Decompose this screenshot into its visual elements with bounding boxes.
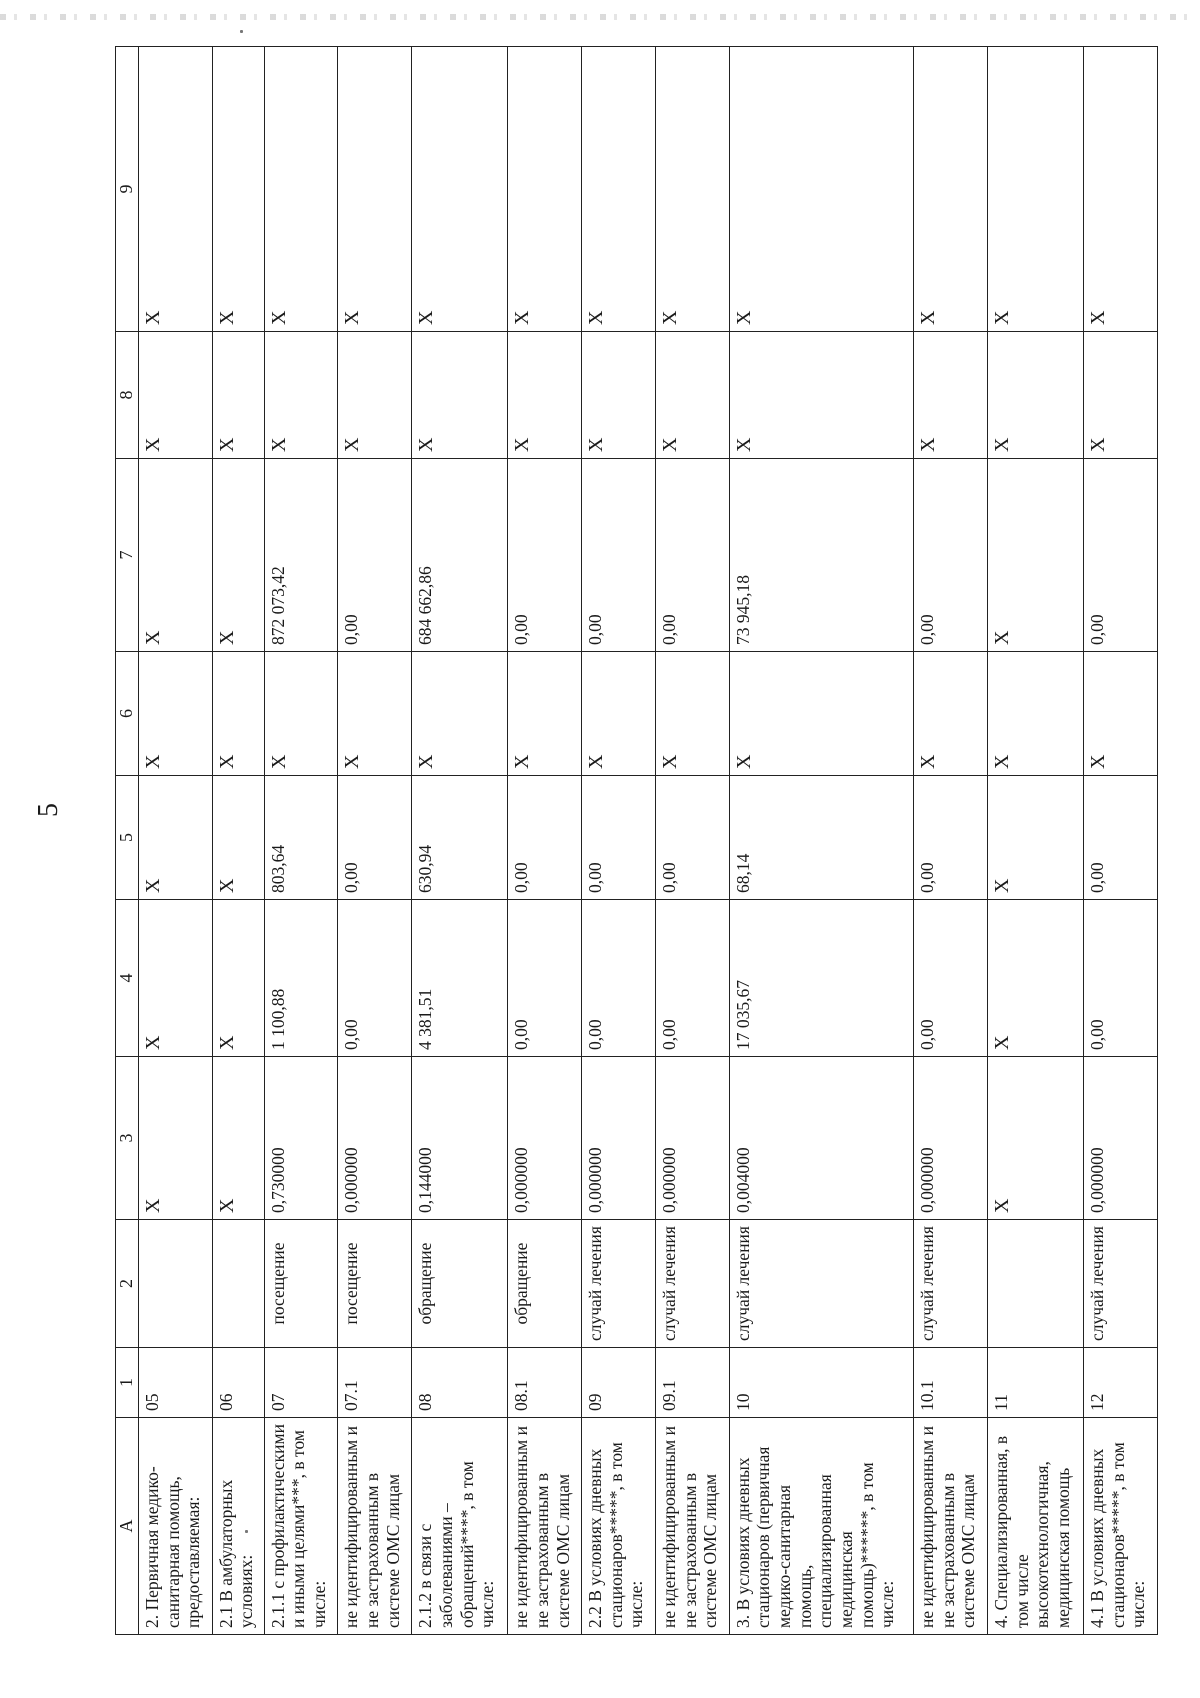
row-value-col4: 4 381,51: [412, 900, 508, 1057]
row-description: не идентифицированным и не застрахованным в системе ОМС лицам: [914, 1418, 988, 1635]
row-unit: [988, 1220, 1084, 1348]
row-value-col6: X: [655, 652, 729, 776]
row-value-col5: 0,00: [1084, 776, 1158, 900]
row-value-col7: 0,00: [582, 459, 656, 652]
row-value-col5: X: [988, 776, 1084, 900]
volume-cost-table: [115, 46, 1158, 1635]
row-value-col9: X: [988, 47, 1084, 332]
row-value-col6: X: [988, 652, 1084, 776]
row-value-col4: 0,00: [508, 900, 582, 1057]
row-description: 3. В условиях дневных стационаров (первичная медико-санитарная помощь, специализированная медицинская помощь)******, в том числе:: [729, 1418, 913, 1635]
table-header-row: [116, 47, 139, 1635]
row-value-col3: 0,000000: [655, 1057, 729, 1220]
row-value-col8: X: [412, 332, 508, 459]
row-value-col3: 0,000000: [508, 1057, 582, 1220]
table-row: [212, 47, 264, 1635]
row-description: не идентифицированным и не застрахованным в системе ОМС лицам: [338, 1418, 412, 1635]
column-header: 3: [116, 1057, 139, 1220]
row-value-col7: 0,00: [508, 459, 582, 652]
row-description: 2. Первичная медико-санитарная помощь, предоставляемая:: [139, 1418, 213, 1635]
row-value-col9: X: [1084, 47, 1158, 332]
row-value-col4: 0,00: [655, 900, 729, 1057]
table-row: [582, 47, 656, 1635]
column-header: 4: [116, 900, 139, 1057]
row-value-col8: X: [139, 332, 213, 459]
scan-edge-noise: [0, 14, 1200, 20]
page-number: 5: [33, 803, 64, 817]
row-value-col3: 0,000000: [914, 1057, 988, 1220]
row-value-col6: X: [212, 652, 264, 776]
row-value-col8: X: [212, 332, 264, 459]
row-value-col8: X: [338, 332, 412, 459]
row-code: 09: [582, 1348, 656, 1418]
row-value-col3: X: [212, 1057, 264, 1220]
row-description: 2.1 В амбулаторных условиях:: [212, 1418, 264, 1635]
row-value-col6: X: [582, 652, 656, 776]
row-value-col9: X: [655, 47, 729, 332]
row-unit: случай лечения: [655, 1220, 729, 1348]
row-value-col9: X: [582, 47, 656, 332]
row-value-col8: X: [988, 332, 1084, 459]
table-row: [508, 47, 582, 1635]
row-code: 07: [264, 1348, 338, 1418]
row-value-col9: X: [264, 47, 338, 332]
row-unit: [139, 1220, 213, 1348]
row-value-col3: X: [988, 1057, 1084, 1220]
row-unit: случай лечения: [914, 1220, 988, 1348]
row-code: 08.1: [508, 1348, 582, 1418]
row-value-col3: 0,144000: [412, 1057, 508, 1220]
table-row: [338, 47, 412, 1635]
row-description: 2.2 В условиях дневных стационаров*****, в том числе:: [582, 1418, 656, 1635]
row-value-col7: 0,00: [1084, 459, 1158, 652]
row-value-col4: X: [212, 900, 264, 1057]
row-value-col4: X: [139, 900, 213, 1057]
row-value-col4: 0,00: [338, 900, 412, 1057]
row-value-col5: 0,00: [655, 776, 729, 900]
row-value-col8: X: [508, 332, 582, 459]
row-unit: обращение: [508, 1220, 582, 1348]
row-value-col4: 1 100,88: [264, 900, 338, 1057]
column-header: 9: [116, 47, 139, 332]
row-description: 2.1.2 в связи с заболеваниями – обращений****, в том числе:: [412, 1418, 508, 1635]
row-value-col9: X: [508, 47, 582, 332]
row-code: 07.1: [338, 1348, 412, 1418]
row-value-col8: X: [655, 332, 729, 459]
row-code: 12: [1084, 1348, 1158, 1418]
row-value-col6: X: [914, 652, 988, 776]
row-value-col5: 0,00: [338, 776, 412, 900]
row-value-col3: X: [139, 1057, 213, 1220]
row-value-col5: 803,64: [264, 776, 338, 900]
row-value-col7: X: [988, 459, 1084, 652]
row-code: 09.1: [655, 1348, 729, 1418]
row-value-col6: X: [1084, 652, 1158, 776]
table-row: [655, 47, 729, 1635]
row-value-col4: 0,00: [914, 900, 988, 1057]
row-code: 10.1: [914, 1348, 988, 1418]
table-row: [1084, 47, 1158, 1635]
column-header: 7: [116, 459, 139, 652]
row-code: 11: [988, 1348, 1084, 1418]
row-description: 4. Специализированная, в том числе высокотехнологичная, медицинская помощь: [988, 1418, 1084, 1635]
row-value-col6: X: [338, 652, 412, 776]
row-value-col7: X: [212, 459, 264, 652]
row-value-col5: X: [212, 776, 264, 900]
row-code: 06: [212, 1348, 264, 1418]
column-header: 8: [116, 332, 139, 459]
scan-speck: [240, 30, 243, 33]
row-value-col7: 872 073,42: [264, 459, 338, 652]
row-code: 08: [412, 1348, 508, 1418]
row-value-col3: 0,000000: [582, 1057, 656, 1220]
row-value-col9: X: [338, 47, 412, 332]
column-header: 6: [116, 652, 139, 776]
row-code: 10: [729, 1348, 913, 1418]
row-value-col8: X: [264, 332, 338, 459]
row-value-col8: X: [1084, 332, 1158, 459]
row-unit: случай лечения: [1084, 1220, 1158, 1348]
row-value-col4: 0,00: [582, 900, 656, 1057]
row-description: 4.1 В условиях дневных стационаров*****, в том числе:: [1084, 1418, 1158, 1635]
row-value-col5: 68,14: [729, 776, 913, 900]
table-row: [729, 47, 913, 1635]
row-value-col7: 0,00: [655, 459, 729, 652]
row-value-col3: 0,004000: [729, 1057, 913, 1220]
row-value-col5: 0,00: [582, 776, 656, 900]
row-value-col5: 0,00: [508, 776, 582, 900]
table-row: [412, 47, 508, 1635]
row-value-col3: 0,730000: [264, 1057, 338, 1220]
table-row: [914, 47, 988, 1635]
row-value-col5: X: [139, 776, 213, 900]
row-unit: обращение: [412, 1220, 508, 1348]
row-value-col8: X: [914, 332, 988, 459]
table-row: [139, 47, 213, 1635]
row-value-col3: 0,000000: [338, 1057, 412, 1220]
row-value-col6: X: [139, 652, 213, 776]
row-value-col4: X: [988, 900, 1084, 1057]
column-header: A: [116, 1418, 139, 1635]
row-value-col9: X: [412, 47, 508, 332]
row-description: не идентифицированным и не застрахованным в системе ОМС лицам: [655, 1418, 729, 1635]
row-value-col4: 17 035,67: [729, 900, 913, 1057]
row-value-col9: X: [914, 47, 988, 332]
table-row: [264, 47, 338, 1635]
row-value-col8: X: [729, 332, 913, 459]
row-value-col9: X: [212, 47, 264, 332]
row-value-col8: X: [582, 332, 656, 459]
row-value-col5: 0,00: [914, 776, 988, 900]
row-description: не идентифицированным и не застрахованным в системе ОМС лицам: [508, 1418, 582, 1635]
row-unit: посещение: [338, 1220, 412, 1348]
row-unit: посещение: [264, 1220, 338, 1348]
row-value-col7: 0,00: [338, 459, 412, 652]
row-value-col7: 684 662,86: [412, 459, 508, 652]
row-value-col4: 0,00: [1084, 900, 1158, 1057]
row-value-col6: X: [412, 652, 508, 776]
column-header: 1: [116, 1348, 139, 1418]
table-body: [139, 47, 1158, 1635]
row-unit: [212, 1220, 264, 1348]
row-unit: случай лечения: [582, 1220, 656, 1348]
row-value-col9: X: [139, 47, 213, 332]
table-container: [115, 47, 1158, 1635]
row-value-col7: 73 945,18: [729, 459, 913, 652]
row-description: 2.1.1 с профилактическими и иными целями***, в том числе:: [264, 1418, 338, 1635]
row-value-col6: X: [508, 652, 582, 776]
row-code: 05: [139, 1348, 213, 1418]
column-header: 2: [116, 1220, 139, 1348]
row-value-col5: 630,94: [412, 776, 508, 900]
row-value-col7: 0,00: [914, 459, 988, 652]
row-unit: случай лечения: [729, 1220, 913, 1348]
row-value-col6: X: [729, 652, 913, 776]
row-value-col6: X: [264, 652, 338, 776]
row-value-col3: 0,000000: [1084, 1057, 1158, 1220]
column-header: 5: [116, 776, 139, 900]
table-row: [988, 47, 1084, 1635]
row-value-col7: X: [139, 459, 213, 652]
row-value-col9: X: [729, 47, 913, 332]
